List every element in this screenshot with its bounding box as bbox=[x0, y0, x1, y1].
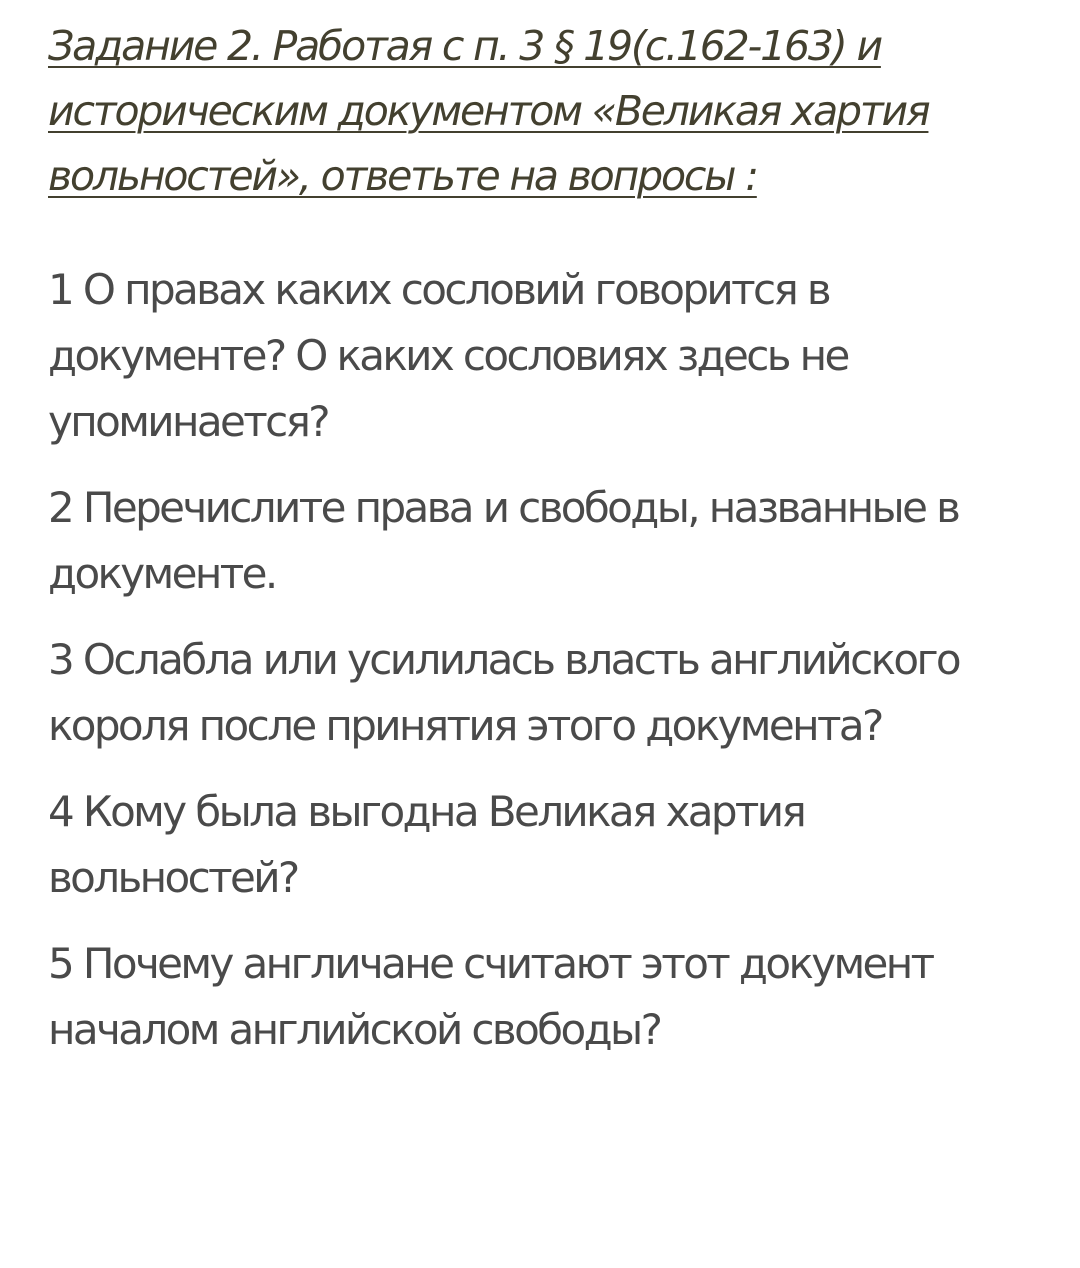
question-list bbox=[48, 257, 1048, 1063]
assignment-page bbox=[48, 14, 1048, 1083]
question-item-1: 1 О правах каких сословий говорится в документе? О каких сословиях здесь не упоминается? bbox=[48, 265, 848, 446]
question-item-4: 4 Кому была выгодна Великая хартия вольностей? bbox=[48, 787, 805, 902]
question-item-5: 5 Почему англичане считают этот документ началом английской свободы? bbox=[48, 939, 933, 1054]
assignment-heading: Задание 2. Работая с п. 3 § 19(с.162-163) и историческим документом «Великая хартия вольностей», ответьте на вопросы : bbox=[48, 22, 929, 200]
question-item-2: 2 Перечислите права и свободы, названные в документе. bbox=[48, 483, 959, 598]
question-item-3: 3 Ослабла или усилилась власть английского короля после принятия этого документа? bbox=[48, 635, 960, 750]
